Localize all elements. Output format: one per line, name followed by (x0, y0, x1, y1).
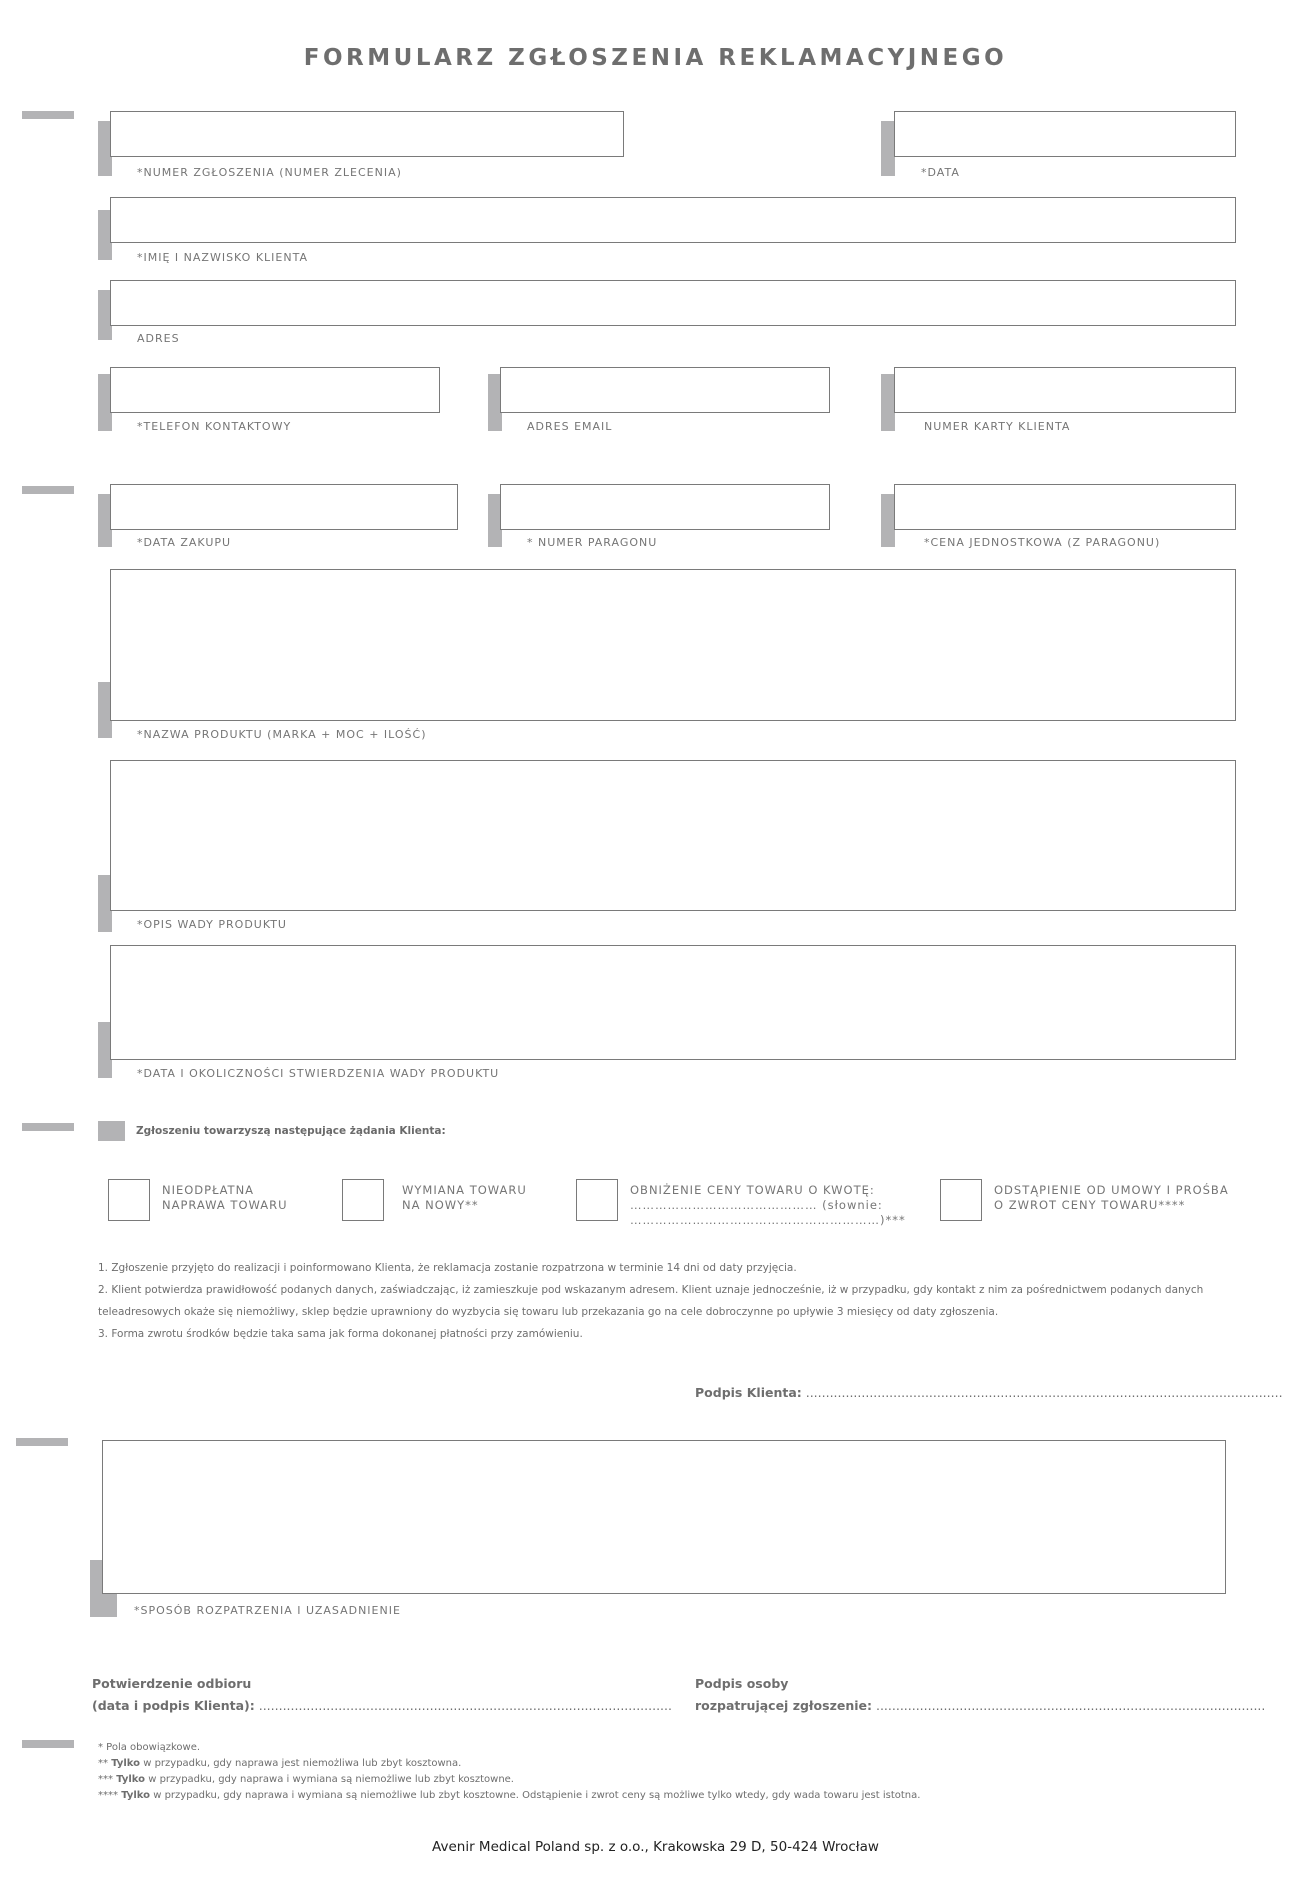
handler-signature-line[interactable]: rozpatrującej zgłoszenie: .................................................................................................. (695, 1698, 1266, 1713)
section-marker (22, 1123, 74, 1131)
resolution-label: *SPOSÓB ROZPATRZENIA I UZASADNIENIE (134, 1604, 401, 1617)
note-1: 1. Zgłoszenie przyjęto do realizacji i poinformowano Klienta, że reklamacja zostanie rozpatrzona w terminie 14 dni od daty przyjęcia. (98, 1262, 797, 1274)
unit-price-label: *CENA JEDNOSTKOWA (Z PARAGONU) (924, 536, 1161, 549)
address-label: ADRES (137, 332, 180, 345)
section-marker (16, 1438, 68, 1446)
client-name-label: *IMIĘ I NAZWISKO KLIENTA (137, 251, 308, 264)
footnote-2: ** Tylko w przypadku, gdy naprawa jest niemożliwa lub zbyt kosztowna. (98, 1758, 462, 1769)
product-name-field[interactable] (110, 569, 1236, 721)
footnote-1: * Pola obowiązkowe. (98, 1742, 201, 1753)
receipt-number-label: * NUMER PARAGONU (527, 536, 658, 549)
date-label: *DATA (921, 166, 960, 179)
order-number-label: *NUMER ZGŁOSZENIA (NUMER ZLECENIA) (137, 166, 402, 179)
claims-square (98, 1121, 125, 1141)
purchase-date-field[interactable] (110, 484, 458, 530)
defect-circumstances-label: *DATA I OKOLICZNOŚCI STWIERDZENIA WADY PRODUKTU (137, 1067, 500, 1080)
replacement-checkbox[interactable] (342, 1179, 384, 1221)
card-number-field[interactable] (894, 367, 1236, 413)
phone-field[interactable] (110, 367, 440, 413)
product-name-label: *NAZWA PRODUKTU (MARKA + MOC + ILOŚĆ) (137, 728, 427, 741)
unit-price-field[interactable] (894, 484, 1236, 530)
company-footer: Avenir Medical Poland sp. z o.o., Krakowska 29 D, 50-424 Wrocław (432, 1839, 879, 1855)
card-number-label: NUMER KARTY KLIENTA (924, 420, 1071, 433)
footnote-4: **** Tylko w przypadku, gdy naprawa i wymiana są niemożliwe lub zbyt kosztowne. Odstąpienie i zwrot ceny są możliwe tylko wtedy, gdy wada towaru jest istotna. (98, 1790, 921, 1801)
field-shadow (881, 121, 895, 176)
email-label: ADRES EMAIL (527, 420, 613, 433)
purchase-date-label: *DATA ZAKUPU (137, 536, 232, 549)
footnote-3: *** Tylko w przypadku, gdy naprawa i wymiana są niemożliwe lub zbyt kosztowne. (98, 1774, 514, 1785)
replacement-label: WYMIANA TOWARU NA NOWY** (402, 1183, 527, 1212)
note-2: 2. Klient potwierdza prawidłowość podanych danych, zaświadczając, iż zamieszkuje pod wskazanym adresem. Klient uznaje jednocześnie, iż w przypadku, gdy kontakt z nim za pośrednictwem podanych danych (98, 1284, 1204, 1296)
address-field[interactable] (110, 280, 1236, 326)
defect-circumstances-field[interactable] (110, 945, 1236, 1060)
price-reduction-checkbox[interactable] (576, 1179, 618, 1221)
receipt-number-field[interactable] (500, 484, 830, 530)
client-name-field[interactable] (110, 197, 1236, 243)
price-reduction-label: OBNIŻENIE CENY TOWARU O KWOTĘ: ……………………………………… (słownie: ……………………………………………………)*** (630, 1183, 906, 1227)
claims-heading: Zgłoszeniu towarzyszą następujące żądania Klienta: (136, 1125, 446, 1137)
client-signature-line[interactable]: Podpis Klienta: ........................................................................................................................ (695, 1385, 1283, 1400)
field-shadow (881, 494, 895, 547)
note-3: 3. Forma zwrotu środków będzie taka sama jak forma dokonanej płatności przy zamówieniu. (98, 1328, 583, 1340)
receipt-confirmation-label: Potwierdzenie odbioru (92, 1676, 252, 1691)
resolution-field[interactable] (102, 1440, 1226, 1594)
withdrawal-label: ODSTĄPIENIE OD UMOWY I PROŚBA O ZWROT CENY TOWARU**** (994, 1183, 1229, 1212)
defect-description-field[interactable] (110, 760, 1236, 911)
section-marker (22, 486, 74, 494)
phone-label: *TELEFON KONTAKTOWY (137, 420, 292, 433)
section-marker (22, 111, 74, 119)
order-number-field[interactable] (110, 111, 624, 157)
handler-signature-label: Podpis osoby (695, 1676, 789, 1691)
defect-description-label: *OPIS WADY PRODUKTU (137, 918, 287, 931)
free-repair-checkbox[interactable] (108, 1179, 150, 1221)
withdrawal-checkbox[interactable] (940, 1179, 982, 1221)
date-field[interactable] (894, 111, 1236, 157)
email-field[interactable] (500, 367, 830, 413)
note-2-continued: teleadresowych okaże się niemożliwy, sklep będzie uprawniony do wyzbycia się towaru lub przekazania go na cele dobroczynne po upływie 3 miesięcy od daty zgłoszenia. (98, 1306, 999, 1318)
receipt-signature-line[interactable]: (data i podpis Klienta): ........................................................................................................ (92, 1698, 672, 1713)
field-shadow (881, 374, 895, 431)
free-repair-label: NIEODPŁATNA NAPRAWA TOWARU (162, 1183, 288, 1212)
form-title: FORMULARZ ZGŁOSZENIA REKLAMACYJNEGO (303, 45, 1008, 71)
section-marker (22, 1740, 74, 1748)
